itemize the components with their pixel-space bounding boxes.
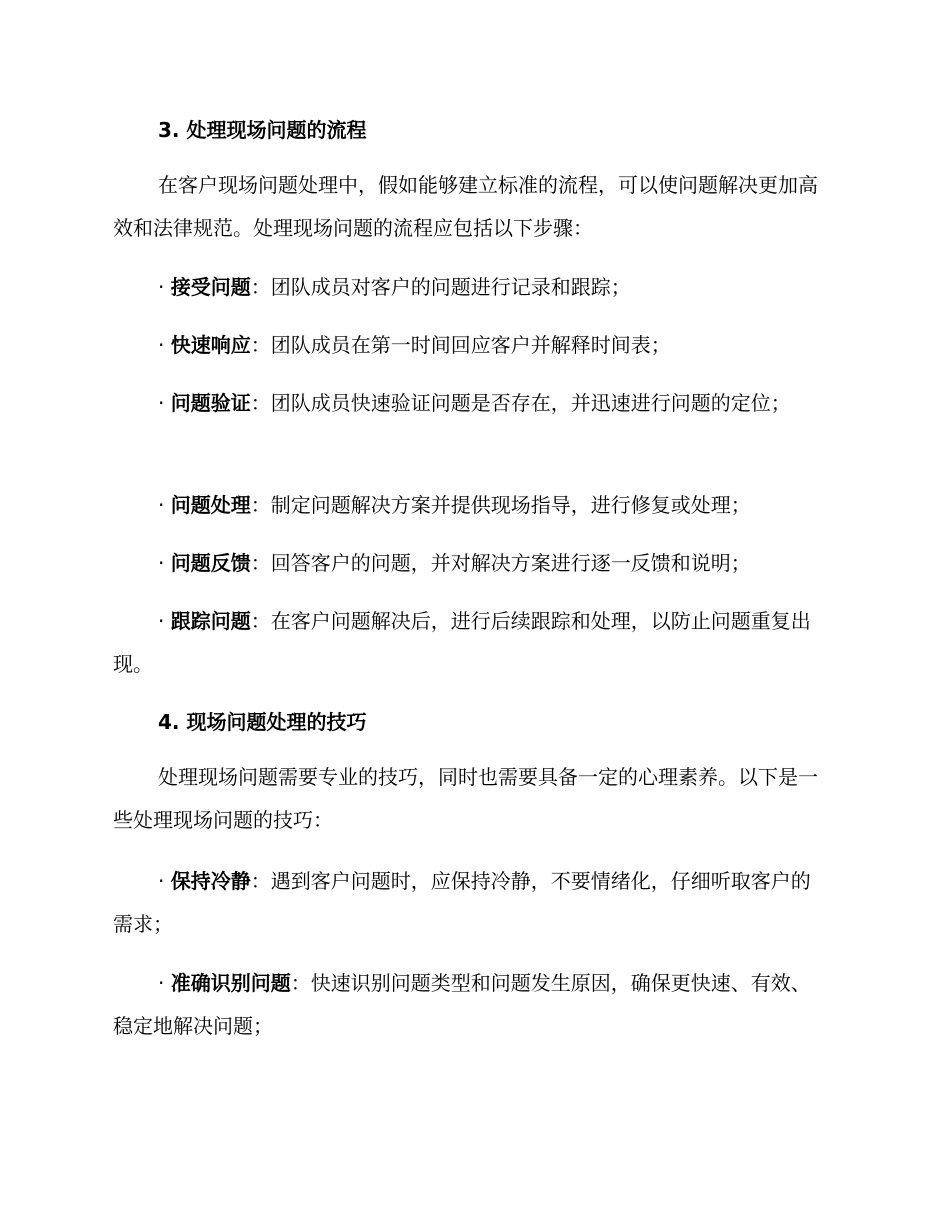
item-term: 跟踪问题 [170, 609, 251, 633]
bullet: · [158, 551, 171, 575]
item-separator: ： [250, 333, 271, 357]
bullet: · [158, 391, 171, 415]
list-item [113, 600, 830, 686]
item-separator: ： [250, 493, 271, 517]
item-term: 保持冷静 [170, 869, 251, 893]
item-text: 团队成员在第一时间回应客户并解释时间表； [270, 333, 671, 357]
item-text: 团队成员快速验证问题是否存在，并迅速进行问题的定位； [270, 391, 791, 415]
item-separator: ： [250, 551, 271, 575]
item-separator: ： [250, 869, 271, 893]
section-3-heading: 3. 处理现场问题的流程 [158, 118, 367, 142]
bullet: · [158, 869, 171, 893]
list-item [113, 266, 830, 309]
item-term: 快速响应 [170, 333, 251, 357]
list-item [113, 542, 830, 585]
list-item [113, 382, 830, 425]
item-term: 问题反馈 [170, 551, 251, 575]
section-4-heading: 4. 现场问题处理的技巧 [158, 710, 367, 734]
bullet: · [158, 333, 171, 357]
item-separator: ： [250, 391, 271, 415]
item-term: 问题验证 [170, 391, 251, 415]
list-item [113, 324, 830, 367]
item-text: 遇到客户问题时，应保持冷静，不要情绪化，仔细听取客户的需求； [113, 869, 811, 936]
item-text: 团队成员对客户的问题进行记录和跟踪； [270, 275, 631, 299]
item-term: 接受问题 [170, 275, 251, 299]
item-term: 问题处理 [170, 493, 251, 517]
section-4-intro: 处理现场问题需要专业的技巧，同时也需要具备一定的心理素养。以下是一些处理现场问题的技巧： [113, 765, 818, 832]
section-3-intro: 在客户现场问题处理中，假如能够建立标准的流程，可以使问题解决更加高效和法律规范。处理现场问题的流程应包括以下步骤： [113, 173, 818, 240]
bullet: · [158, 275, 171, 299]
bullet: · [158, 609, 171, 633]
item-separator: ： [250, 275, 271, 299]
list-item [113, 484, 830, 527]
list-item [113, 860, 830, 946]
bullet: · [158, 971, 171, 995]
item-separator: ： [290, 971, 311, 995]
item-term: 准确识别问题 [170, 971, 291, 995]
item-text: 在客户问题解决后，进行后续跟踪和处理，以防止问题重复出现。 [113, 609, 811, 676]
bullet: · [158, 493, 171, 517]
item-separator: ： [250, 609, 271, 633]
item-text: 制定问题解决方案并提供现场指导，进行修复或处理； [270, 493, 751, 517]
list-item [113, 962, 830, 1048]
item-text: 快速识别问题类型和问题发生原因，确保更快速、有效、稳定地解决问题； [113, 971, 811, 1038]
item-text: 回答客户的问题，并对解决方案进行逐一反馈和说明； [270, 551, 751, 575]
